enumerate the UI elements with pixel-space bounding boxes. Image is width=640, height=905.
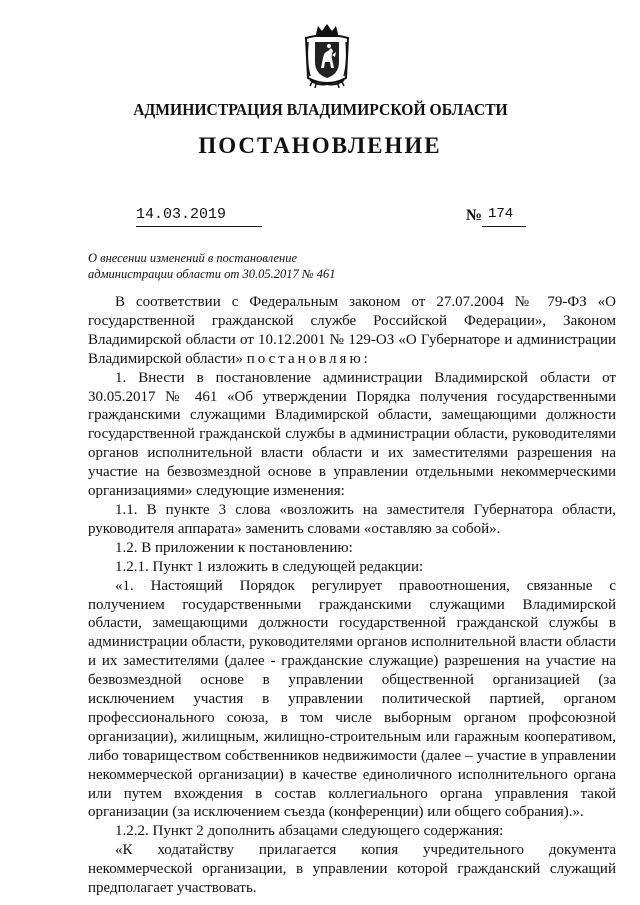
number-underline	[482, 226, 526, 227]
body-paragraph: 1.1. В пункте 3 слова «возложить на заместителя Губернатора области, руководителя аппарата» заменить словами «оставляю за собой».	[88, 501, 616, 537]
coat-of-arms-icon	[302, 22, 352, 90]
document-subject	[88, 250, 388, 282]
body-paragraph: 1. Внести в постановление администрации Владимирской области от 30.05.2017 № 461 «Об утверждении Порядка получения государственными гражданскими служащими Владимирской области, замещающими должности государственной гражданской службы в администрации области, руководителями органов исполнительной власти области и их заместителями разрешения на участие на безвозмездной основе в управлении отдельными некоммерческими организациями» следующие изменения:	[88, 369, 616, 500]
preamble-text: В соответствии с Федеральным законом от 27.07.2004 № 79-ФЗ «О государственной гражданской службе Российской Федерации», Законом Владимирской области от 10.12.2001 № 129-ОЗ «О Губернаторе и администрации Владимирской области»	[88, 294, 616, 367]
subject-line: О внесении изменений в постановление	[88, 251, 298, 265]
document-type: ПОСТАНОВЛЕНИЕ	[198, 133, 442, 158]
organization-title: АДМИНИСТРАЦИЯ ВЛАДИМИРСКОЙ ОБЛАСТИ	[133, 100, 508, 119]
document-body	[88, 293, 616, 898]
preamble-paragraph	[88, 293, 616, 369]
body-paragraph: 1.2. В приложении к постановлению:	[115, 539, 353, 556]
decree-word: постановляю:	[246, 350, 371, 367]
document-date: 14.03.2019	[136, 206, 227, 223]
body-paragraph: 1.2.1. Пункт 1 изложить в следующей редакции:	[115, 558, 424, 575]
subject-line: администрации области от 30.05.2017 № 461	[88, 267, 336, 281]
date-underline	[136, 226, 262, 227]
body-paragraph: «К ходатайству прилагается копия учредительного документа некоммерческой организации, в управлении которой гражданский служащий предполагает участвовать.	[88, 842, 616, 897]
document-number: 174	[488, 206, 514, 222]
body-paragraph: 1.2.2. Пункт 2 дополнить абзацами следующего содержания:	[115, 823, 504, 840]
number-label: №	[466, 207, 483, 224]
body-paragraph: «1. Настоящий Порядок регулирует правоотношения, связанные с получением государственными гражданскими служащими Владимирской области, замещающими должности государственной гражданской службы в администрации области, руководителями органов исполнительной власти области и их заместителями (далее - гражданские служащие) разрешения на участие на безвозмездной основе в управлении общественной организацией (за исключением участия в управлении политической партией, органом профессионального союза, в том числе выборным органом профсоюзной организации), жилищным, жилищно-строительным или гаражным кооперативом, либо товариществом собственников недвижимости (далее – участие в управлении некоммерческой организации) в качестве единоличного исполнительного органа или путем вхождения в состав коллегиального органа управления такой организации (за исключением съезда (конференции) или общего собрания).».	[88, 577, 616, 821]
